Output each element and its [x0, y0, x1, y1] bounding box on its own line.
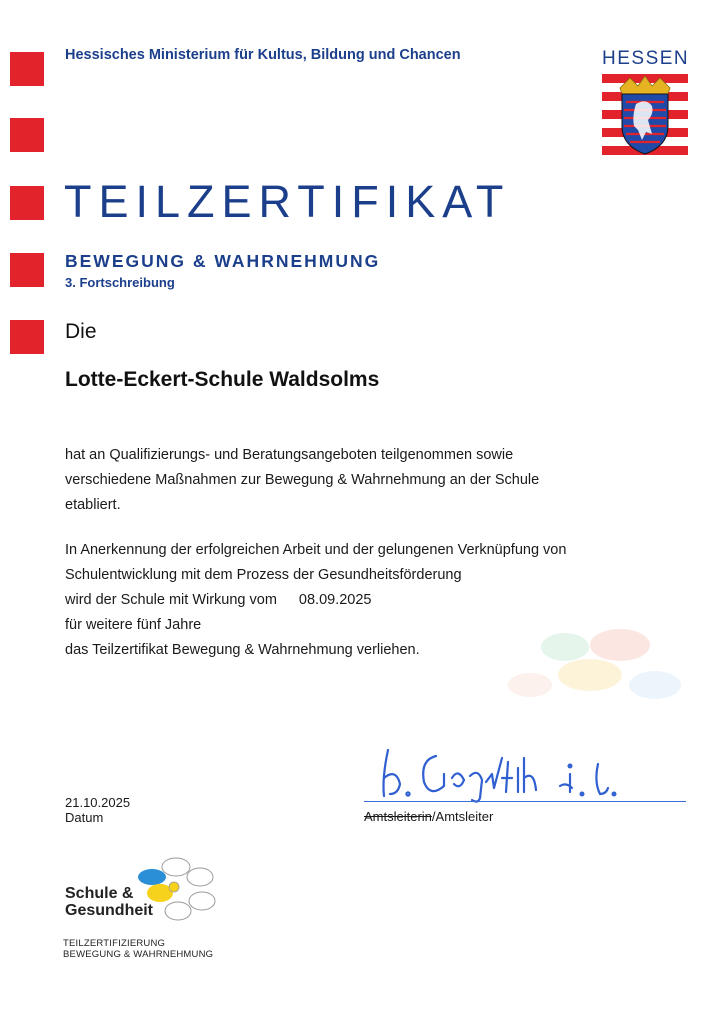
paragraph2-line: In Anerkennung der erfolgreichen Arbeit und der gelungenen Verknüpfung von [65, 542, 567, 558]
paragraph2-line: das Teilzertifikat Bewegung & Wahrnehmung verliehen. [65, 642, 420, 658]
paragraph1-line: hat an Qualifizierungs- und Beratungsangeboten teilgenommen sowie [65, 447, 514, 463]
red-square-5 [10, 320, 44, 354]
red-square-4 [10, 253, 44, 287]
logo-line-1: Schule & [65, 885, 134, 902]
effective-date: 08.09.2025 [298, 592, 372, 608]
role-struck: Amtsleiterin [364, 809, 432, 824]
paragraph1-line: verschiedene Maßnahmen zur Bewegung & Wahrnehmung an der Schule [65, 472, 540, 488]
signature-line [364, 801, 686, 802]
red-square-3 [10, 186, 44, 220]
role-rest: /Amtsleiter [431, 809, 494, 824]
logo-caption-line-1: TEILZERTIFIZIERUNG [63, 938, 166, 949]
intro-word: Die [65, 320, 97, 343]
certificate-title: TEILZERTIFIKAT [64, 176, 511, 227]
ministry-name: Hessisches Ministerium für Kultus, Bildung und Chancen [65, 47, 461, 63]
issue-date-label: Datum [65, 810, 104, 825]
effective-date-prefix: wird der Schule mit Wirkung vom [65, 592, 277, 608]
logo-caption-line-2: BEWEGUNG & WAHRNEHMUNG [63, 949, 214, 960]
paragraph1-line: etabliert. [65, 497, 121, 513]
paragraph2-line: Schulentwicklung mit dem Prozess der Gesundheitsförderung [65, 567, 462, 583]
issue-date: 21.10.2025 [65, 795, 131, 810]
state-label: HESSEN [602, 48, 690, 69]
paragraph-participation [65, 443, 665, 518]
red-square-2 [10, 118, 44, 152]
revision-label: 3. Fortschreibung [65, 275, 175, 290]
school-name: Lotte-Eckert-Schule Waldsolms [65, 368, 380, 391]
logo-caption [63, 938, 213, 960]
signatory-role [364, 809, 493, 824]
issue-date-block [65, 795, 130, 825]
logo-wordmark [65, 885, 153, 919]
paragraph2-line: für weitere fünf Jahre [65, 617, 202, 633]
hessen-emblem [602, 48, 688, 158]
certificate-subtitle: BEWEGUNG & WAHRNEHMUNG [65, 251, 381, 271]
red-square-1 [10, 52, 44, 86]
watermark-flower-icon [470, 615, 690, 715]
hessen-coat-of-arms-icon [602, 74, 688, 158]
signature-image [374, 738, 634, 804]
logo-line-2: Gesundheit [65, 902, 154, 919]
paragraph2-line [65, 588, 685, 613]
